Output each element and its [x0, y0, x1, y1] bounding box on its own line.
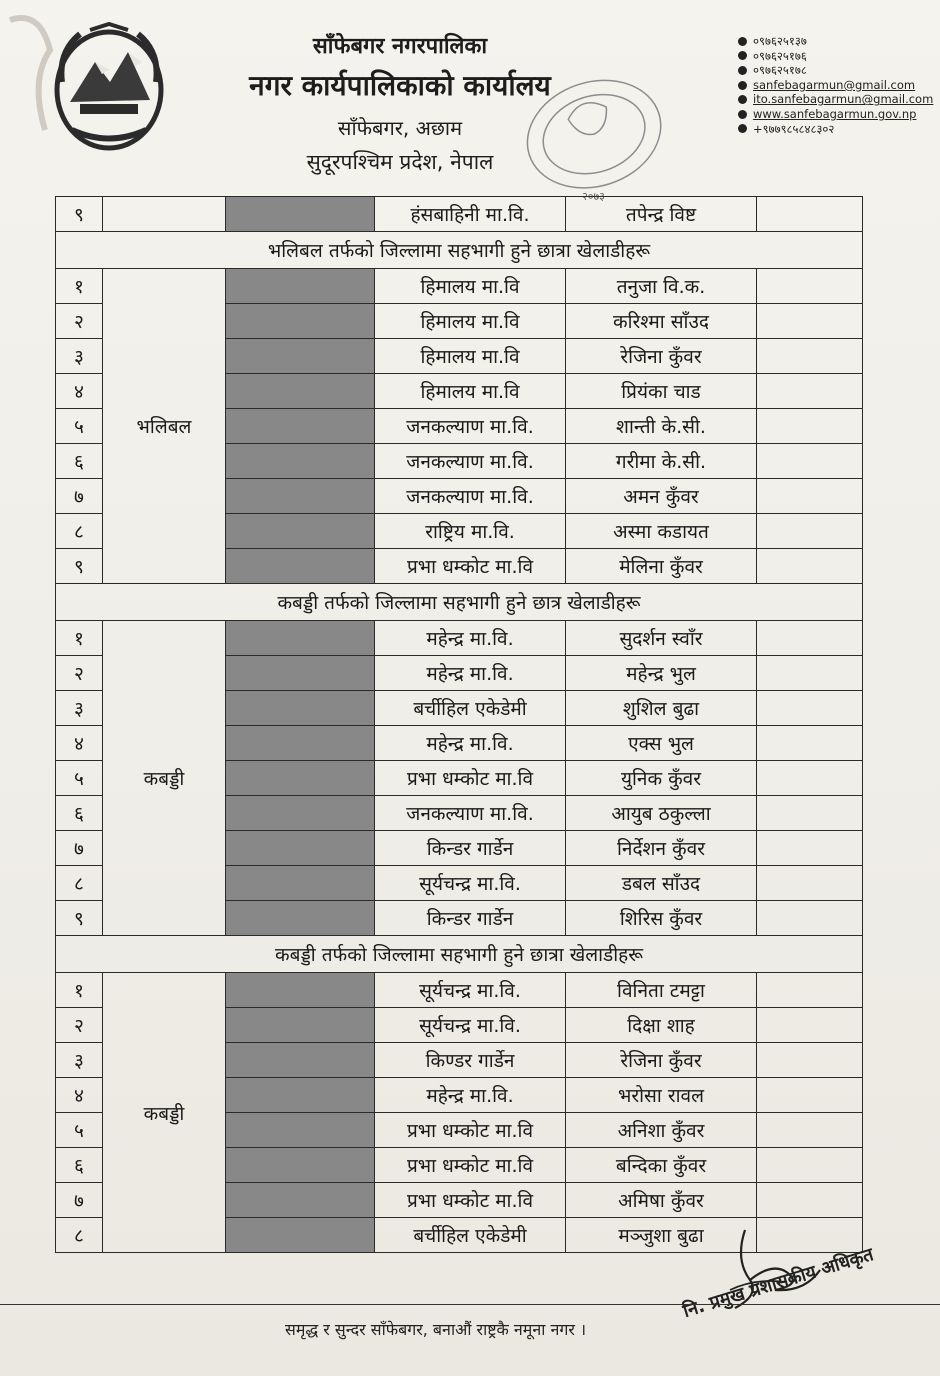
remarks-cell — [757, 1183, 863, 1218]
serial-cell: २ — [56, 304, 103, 339]
player-name-cell: बन्दिका कुँवर — [566, 1148, 757, 1183]
contact-whatsapp: +९७७९८५८४८३०२ — [738, 122, 933, 137]
school-cell: जनकल्याण मा.वि. — [375, 444, 566, 479]
section-title: कबड्डी तर्फको जिल्लामा सहभागी हुने छात्रा खेलाडीहरू — [56, 936, 863, 973]
serial-cell: ९ — [56, 901, 103, 936]
section-title: भलिबल तर्फको जिल्लामा सहभागी हुने छात्रा खेलाडीहरू — [56, 232, 863, 269]
player-name-cell: डबल साँउद — [566, 866, 757, 901]
redacted-cell — [226, 549, 375, 584]
player-name-cell: गरीमा के.सी. — [566, 444, 757, 479]
redacted-cell — [226, 656, 375, 691]
player-name-cell: शान्ती के.सी. — [566, 409, 757, 444]
player-name-cell: रेजिना कुँवर — [566, 339, 757, 374]
school-cell: हंसबाहिनी मा.वि. — [375, 197, 566, 232]
school-cell: बर्चीहिल एकेडेमी — [375, 691, 566, 726]
category-cell: कबड्डी — [103, 973, 226, 1253]
school-cell: जनकल्याण मा.वि. — [375, 796, 566, 831]
player-name-cell: अनिशा कुँवर — [566, 1113, 757, 1148]
redacted-cell — [226, 866, 375, 901]
school-cell: जनकल्याण मा.वि. — [375, 409, 566, 444]
school-cell: प्रभा धम्कोट मा.वि — [375, 761, 566, 796]
remarks-cell — [757, 1148, 863, 1183]
contact-email-2: ito.sanfebagarmun@gmail.com — [738, 92, 933, 107]
school-cell: प्रभा धम्कोट मा.वि — [375, 1113, 566, 1148]
serial-cell: ८ — [56, 866, 103, 901]
redacted-cell — [226, 1043, 375, 1078]
remarks-cell — [757, 514, 863, 549]
redacted-cell — [226, 339, 375, 374]
redacted-cell — [226, 1218, 375, 1253]
redacted-cell — [226, 726, 375, 761]
school-cell: हिमालय मा.वि — [375, 304, 566, 339]
school-cell: जनकल्याण मा.वि. — [375, 479, 566, 514]
school-cell: राष्ट्रिय मा.वि. — [375, 514, 566, 549]
school-cell: महेन्द्र मा.वि. — [375, 1078, 566, 1113]
office-name: नगर कार्यपालिकाको कार्यालय — [249, 69, 551, 102]
school-cell: सूर्यचन्द्र मा.वि. — [375, 1008, 566, 1043]
player-name-cell: मेलिना कुँवर — [566, 549, 757, 584]
signatory-title: नि. प्रमुख प्रशासकीय अधिकृत — [680, 1244, 876, 1322]
redacted-cell — [226, 514, 375, 549]
table-row — [56, 197, 863, 232]
player-name-cell: अमन कुँवर — [566, 479, 757, 514]
remarks-cell — [757, 831, 863, 866]
player-name-cell: मञ्जुशा बुढा — [566, 1218, 757, 1253]
remarks-cell — [757, 761, 863, 796]
redacted-cell — [226, 973, 375, 1008]
municipality-name: साँफेबगर नगरपालिका — [312, 34, 488, 59]
serial-cell: ७ — [56, 1183, 103, 1218]
remarks-cell — [757, 796, 863, 831]
remarks-cell — [757, 1113, 863, 1148]
school-cell: सूर्यचन्द्र मा.वि. — [375, 866, 566, 901]
serial-cell: १ — [56, 621, 103, 656]
school-cell: हिमालय मा.वि — [375, 269, 566, 304]
redacted-cell — [226, 831, 375, 866]
remarks-cell — [757, 1008, 863, 1043]
phone-icon — [738, 37, 747, 46]
school-cell: महेन्द्र मा.वि. — [375, 621, 566, 656]
redacted-cell — [226, 901, 375, 936]
remarks-cell — [757, 901, 863, 936]
redacted-cell — [226, 691, 375, 726]
remarks-cell — [757, 269, 863, 304]
redacted-cell — [226, 409, 375, 444]
section-header-row — [56, 232, 863, 269]
school-cell: किन्डर गार्डेन — [375, 901, 566, 936]
school-cell: प्रभा धम्कोट मा.वि — [375, 1148, 566, 1183]
letterhead — [0, 0, 940, 200]
serial-cell: ४ — [56, 1078, 103, 1113]
serial-cell: ९ — [56, 549, 103, 584]
player-name-cell: विनिता टमट्टा — [566, 973, 757, 1008]
redacted-cell — [226, 374, 375, 409]
serial-cell: ९ — [56, 197, 103, 232]
serial-cell: ५ — [56, 1113, 103, 1148]
redacted-cell — [226, 761, 375, 796]
player-name-cell: युनिक कुँवर — [566, 761, 757, 796]
redacted-cell — [226, 621, 375, 656]
serial-cell: १ — [56, 269, 103, 304]
footer-motto: समृद्ध र सुन्दर साँफेबगर, बनाऔं राष्ट्रकै नमूना नगर । — [285, 1320, 587, 1339]
redacted-cell — [226, 1078, 375, 1113]
redacted-cell — [226, 304, 375, 339]
player-name-cell: रेजिना कुँवर — [566, 1043, 757, 1078]
remarks-cell — [757, 691, 863, 726]
section-title: कबड्डी तर्फको जिल्लामा सहभागी हुने छात्र खेलाडीहरू — [56, 584, 863, 621]
serial-cell: २ — [56, 1008, 103, 1043]
serial-cell: ४ — [56, 726, 103, 761]
player-name-cell: महेन्द्र भुल — [566, 656, 757, 691]
remarks-cell — [757, 1043, 863, 1078]
section-header-row — [56, 936, 863, 973]
contact-website: www.sanfebagarmun.gov.np — [738, 107, 933, 122]
remarks-cell — [757, 1078, 863, 1113]
redacted-cell — [226, 479, 375, 514]
remarks-cell — [757, 409, 863, 444]
serial-cell: ५ — [56, 761, 103, 796]
serial-cell: ३ — [56, 1043, 103, 1078]
serial-cell: ६ — [56, 444, 103, 479]
serial-cell: ३ — [56, 339, 103, 374]
category-cell — [103, 197, 226, 232]
school-cell: प्रभा धम्कोट मा.वि — [375, 1183, 566, 1218]
section-header-row — [56, 584, 863, 621]
remarks-cell — [757, 374, 863, 409]
office-stamp — [520, 72, 670, 202]
serial-cell: ७ — [56, 831, 103, 866]
player-name-cell: तपेन्द्र विष्ट — [566, 197, 757, 232]
player-name-cell: शुशिल बुढा — [566, 691, 757, 726]
table-row — [56, 621, 863, 656]
serial-cell: ५ — [56, 409, 103, 444]
table-row — [56, 973, 863, 1008]
player-name-cell: शिरिस कुँवर — [566, 901, 757, 936]
contact-phone-2: ०९७६२५१७६ — [738, 49, 933, 64]
player-name-cell: निर्देशन कुँवर — [566, 831, 757, 866]
serial-cell: १ — [56, 973, 103, 1008]
school-cell: महेन्द्र मा.वि. — [375, 726, 566, 761]
redacted-cell — [226, 796, 375, 831]
serial-cell: ७ — [56, 479, 103, 514]
school-cell: हिमालय मा.वि — [375, 339, 566, 374]
email-icon — [738, 95, 747, 104]
school-cell: बर्चीहिल एकेडेमी — [375, 1218, 566, 1253]
player-table-wrapper — [55, 196, 858, 1253]
remarks-cell — [757, 197, 863, 232]
serial-cell: ४ — [56, 374, 103, 409]
school-cell: हिमालय मा.वि — [375, 374, 566, 409]
footer-divider — [0, 1304, 940, 1305]
serial-cell: ३ — [56, 691, 103, 726]
email-icon — [738, 81, 747, 90]
contact-phone-1: ०९७६२५१३७ — [738, 34, 933, 49]
player-table-body — [56, 197, 863, 1253]
remarks-cell — [757, 973, 863, 1008]
school-cell: किन्डर गार्डेन — [375, 831, 566, 866]
redacted-cell — [226, 1183, 375, 1218]
serial-cell: ८ — [56, 1218, 103, 1253]
web-icon — [738, 110, 747, 119]
province-name: सुदूरपश्चिम प्रदेश, नेपाल — [306, 150, 494, 174]
school-cell: प्रभा धम्कोट मा.वि — [375, 549, 566, 584]
stamp-year: २०७३ — [582, 190, 605, 202]
school-cell: महेन्द्र मा.वि. — [375, 656, 566, 691]
remarks-cell — [757, 656, 863, 691]
remarks-cell — [757, 339, 863, 374]
redacted-cell — [226, 1008, 375, 1043]
remarks-cell — [757, 621, 863, 656]
remarks-cell — [757, 866, 863, 901]
category-cell: भलिबल — [103, 269, 226, 584]
school-cell: किण्डर गार्डेन — [375, 1043, 566, 1078]
contact-list — [738, 34, 933, 136]
redacted-cell — [226, 1113, 375, 1148]
player-name-cell: एक्स भुल — [566, 726, 757, 761]
phone-icon — [738, 66, 747, 75]
contact-email-1: sanfebagarmun@gmail.com — [738, 78, 933, 93]
serial-cell: २ — [56, 656, 103, 691]
player-name-cell: आयुब ठकुल्ला — [566, 796, 757, 831]
player-name-cell: तनुजा वि.क. — [566, 269, 757, 304]
office-address: साँफेबगर, अछाम — [337, 116, 463, 140]
remarks-cell — [757, 444, 863, 479]
player-name-cell: सुदर्शन स्वाँर — [566, 621, 757, 656]
category-cell: कबड्डी — [103, 621, 226, 936]
serial-cell: ८ — [56, 514, 103, 549]
redacted-cell — [226, 269, 375, 304]
player-table — [55, 196, 863, 1253]
player-name-cell: करिश्मा साँउद — [566, 304, 757, 339]
remarks-cell — [757, 479, 863, 514]
school-cell: सूर्यचन्द्र मा.वि. — [375, 973, 566, 1008]
redacted-cell — [226, 1148, 375, 1183]
phone-icon — [738, 51, 747, 60]
redacted-cell — [226, 197, 375, 232]
remarks-cell — [757, 726, 863, 761]
player-name-cell: अस्मा कडायत — [566, 514, 757, 549]
player-name-cell: प्रियंका चाड — [566, 374, 757, 409]
remarks-cell — [757, 549, 863, 584]
serial-cell: ६ — [56, 1148, 103, 1183]
table-row — [56, 269, 863, 304]
serial-cell: ६ — [56, 796, 103, 831]
contact-phone-3: ०९७६२५१७८ — [738, 63, 933, 78]
redacted-cell — [226, 444, 375, 479]
remarks-cell — [757, 304, 863, 339]
whatsapp-icon — [738, 124, 747, 133]
player-name-cell: भरोसा रावल — [566, 1078, 757, 1113]
player-name-cell: दिक्षा शाह — [566, 1008, 757, 1043]
player-name-cell: अमिषा कुँवर — [566, 1183, 757, 1218]
